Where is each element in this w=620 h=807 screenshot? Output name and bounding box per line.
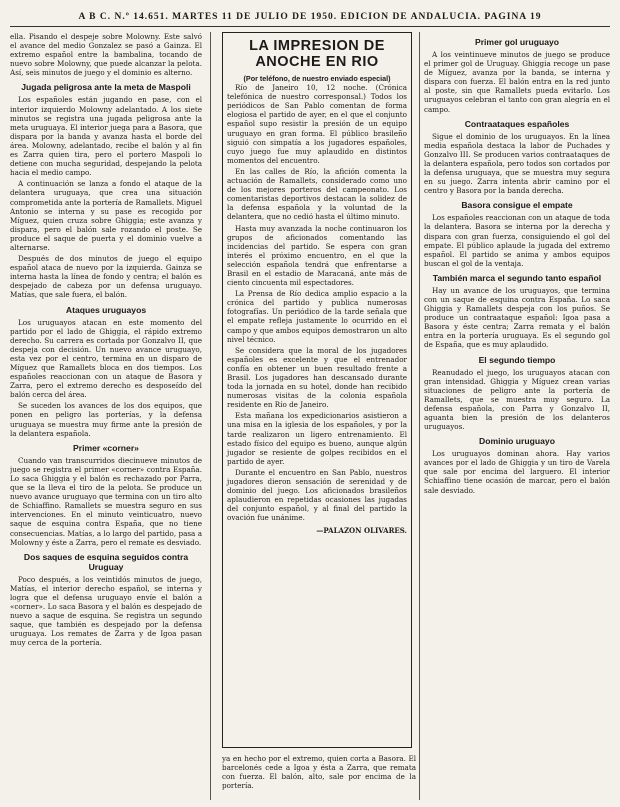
column-3: [424, 32, 610, 800]
paragraph: Sigue el dominio de los uruguayos. En la línea media española destaca la labor de Puchades y Gonzalvo III. Se producen varios contraataques de la delantera española, pero todos son cortados por la defensa uruguaya, que se muestra muy segura en su juego. Zarra intenta abrir camino por el centro y Basora por la banda derecha.: [424, 131, 610, 196]
section-heading: Basora consigue el empate: [461, 200, 573, 211]
paragraph: A continuación se lanza a fondo el ataque de la delantera uruguaya, que crea una situación comprometida ante la portería de Ramallets. Miguel Antonio se interna y su pase es recogido por Míguez, quien cruza sobre Ghiggia; este avanza y dispara, pero el balón sale rozando el poste. Se produce el saque de puerta y el dominio vuelve a alternarse.: [10, 179, 202, 252]
paragraph: Los españoles reaccionan con un ataque de toda la delantera. Basora se interna por la derecha y dispara con gran fuerza, consiguiendo el gol del empate. El público aplaude la jugada del extremo español. El partido se anima y ambos equipos buscan el gol de la ventaja.: [424, 213, 610, 268]
page-header: A B C. N.º 14.651. MARTES 11 DE JULIO DE 1950. EDICION DE ANDALUCIA. PAGINA 19: [10, 8, 610, 27]
section-heading: Jugada peligrosa ante la meta de Maspoli: [21, 82, 191, 93]
paragraph: La Prensa de Río dedica amplio espacio a la crónica del partido y publica numerosas fotografías. Un periódico de la tarde señala que el empate refleja justamente lo ocurrido en el campo y que ambos equipos demostraron un alto nivel técnico.: [227, 289, 407, 344]
paragraph: Los uruguayos atacan en este momento del partido por el lado de Ghiggia, el rápido extremo derecho. Su carrera es cortada por Gonzalvo II, que despeja con decisión. Un nuevo avance uruguayo, esta vez por el centro, termina en un disparo de Míguez que Ramallets bloca en dos tiempos. Los españoles reaccionan con un ataque de Basora y Zarra, pero el extremo derecho es desposeído del balón cerca del área.: [10, 317, 202, 400]
paragraph: Río de Janeiro 10, 12 noche. (Crónica telefónica de nuestro corresponsal.) Todos los periódicos de San Pablo comentan de forma elogiosa el partido de ayer, en el que el conjunto español supo resistir la presión de un equipo uruguayo en gran forma. El público brasileño siguió con simpatía a los jugadores españoles, cuyo juego fue muy aplaudido en distintos momentos del encuentro.: [227, 83, 407, 165]
paragraph: Poco después, a los veintidós minutos de juego, Matías, el interior derecho español, se interna y logra que el defensa uruguayo envíe el balón a «corner». Lo saca Basora y el balón es despejado de nuevo a saque de esquina. Se registra un segundo saque, que también es despejado por la defensa uruguaya. Los remates de Zarra y de Igoa pasan muy cerca de la portería.: [10, 574, 202, 648]
column-divider: [210, 32, 211, 800]
section-heading: Ataques uruguayos: [65, 304, 147, 315]
paragraph: Hasta muy avanzada la noche continuaron los grupos de aficionados comentando las incidencias del partido. Se espera con gran interés el próximo encuentro, en el que la selección española tendrá que enfrentarse a Brasil en el estadio de Maracaná, ante más de ciento cincuenta mil espectadores.: [227, 223, 407, 288]
boxed-article: [222, 32, 412, 748]
paragraph: A los veintinueve minutos de juego se produce el primer gol de Uruguay. Ghiggia recoge un pase de Míguez, avanza por la banda, se interna y dispara con fuerza. El balón entra en la red junto al poste, sin que Ramallets pueda evitarlo. Los uruguayos celebran el tanto con gran alegría en el campo.: [424, 50, 610, 114]
column-1: [10, 32, 202, 800]
paragraph: Se considera que la moral de los jugadores españoles es excelente y que el entrenador confía en obtener un buen resultado frente a Brasil. Los jugadores han descansado durante toda la jornada en su hotel, donde han recibido numerosas visitas de la colonia española residente en Río de Janeiro.: [227, 345, 407, 410]
paragraph: Durante el encuentro en San Pablo, nuestros jugadores dieron sensación de serenidad y de dominio del juego. Los aficionados brasileños aplaudieron en repetidas ocasiones las jugadas del conjunto español, y al final del partido la ovación fue unánime.: [227, 467, 407, 523]
paragraph: Los españoles están jugando en pase, con el interior izquierdo Molowny adelantado. A los siete minutos se registra una jugada peligrosa ante la meta uruguaya. El interior juega para a Basora, que dispara por la banda y avanza hasta el borde del área. Molowny, adelantado, recibe el balón y al fin es Zarra quien tira, pero el portero Maspoli lo detiene con mucha seguridad, despejando la pelota hacia el medio campo.: [10, 95, 202, 178]
section-heading: También marca el segundo tanto español: [432, 272, 602, 283]
paragraph: Esta mañana los expedicionarios asistieron a una misa en la iglesia de los españoles, y por la tarde realizaron un ligero entrenamiento. El estado físico del equipo es bueno, aunque algún jugador se resiente de golpes recibidos en el partido de ayer.: [227, 411, 407, 466]
section-heading: Contraataques españoles: [464, 118, 570, 129]
section-heading: Primer gol uruguayo: [474, 37, 560, 47]
column-2: [222, 32, 416, 800]
box-title: [227, 38, 407, 70]
section-heading: Primer «corner»: [73, 442, 139, 453]
paragraph: ella. Pisando el despeje sobre Molowny. Este salvó el avance del medio Gonzalez se pasó a Gainza. El extremo español entre la bambalina, tocando de nuevo sobre Molowny, que puede alcanzar la pelota. Así, seis minutos de juego y el dominio es alterno.: [10, 32, 202, 78]
paragraph: Cuando van transcurridos diecinueve minutos de juego se registra el primer «corner» contra España. Lo saca Ghiggia y el balón es rechazado por Parra, que se la lleva el tiro de la pelota. Se produce un nuevo avance uruguayo que termina con un tiro alto de Schiaffino. Ramallets se muestra seguro en sus intervenciones. En el minuto veinticuatro, nuevo saque de esquina contra España, que no tiene consecuencias. Matías, a lo largo del partido, pasa a Molowny y éste a Zarra, pero el remate es desviado.: [10, 455, 202, 547]
box-title-line-1: LA IMPRESION DE: [249, 38, 385, 54]
box-title-line-2: ANOCHE EN RIO: [255, 54, 379, 70]
paragraph: ya en hecho por el extremo, quien corta a Basora. El barcelonés cede a Igoa y ésta a Zarra, que remata con fuerza. El balón, alto, sale por encima de la portería.: [222, 754, 416, 791]
paragraph: Después de dos minutos de juego el equipo español ataca de nuevo por la izquierda. Gainza se interna hasta la línea de fondo y centra; el balón es despejado de cabeza por un defensa uruguayo. Matías, que sale fuera, el balón.: [10, 254, 202, 300]
paragraph: Se suceden los avances de los dos equipos, que ponen en peligro las porterías, y la defensa uruguaya se muestra muy firme ante la presión de la delantera española.: [10, 401, 202, 438]
paragraph: En las calles de Río, la afición comenta la actuación de Ramallets, considerado como uno de los mejores porteros del campeonato. Los comentaristas deportivos destacan la solidez de la defensa española y la voluntad de la delantera, que no cedió hasta el último minuto.: [227, 166, 407, 222]
newspaper-page: [10, 8, 610, 800]
byline: —PALAZON OLIVARES.: [316, 525, 407, 535]
section-heading: Dominio uruguayo: [479, 436, 555, 447]
section-heading: Dos saques de esquina seguidos contra Uruguay: [23, 551, 189, 572]
box-subtitle: (Por teléfono, de nuestro enviado especial): [243, 74, 391, 83]
column-divider: [419, 32, 420, 800]
paragraph: Los uruguayos dominan ahora. Hay varios avances por el lado de Ghiggia y un tiro de Varela que sale por encima del larguero. El interior Schiaffino tiene ocasión de marcar, pero el balón sale desviado.: [424, 449, 610, 495]
continued-text: [222, 754, 416, 792]
paragraph: Hay un avance de los uruguayos, que termina con un saque de esquina contra España. Lo saca Ghiggia y Ramallets despeja con los puños. Se produce un contraataque español: Igoa pasa a Basora y éste centra; Zarra remata y el balón entra en la portería uruguaya. Es el segundo gol de España, que es muy aplaudido.: [424, 285, 610, 350]
section-heading: El segundo tiempo: [478, 354, 556, 365]
paragraph: Reanudado el juego, los uruguayos atacan con gran intensidad. Ghiggia y Míguez crean varias situaciones de peligro ante la portería de Ramallets, que se muestra muy seguro. La defensa española, con Parra y Gonzalvo II, aguanta bien la presión de los delanteros uruguayos.: [424, 367, 610, 432]
